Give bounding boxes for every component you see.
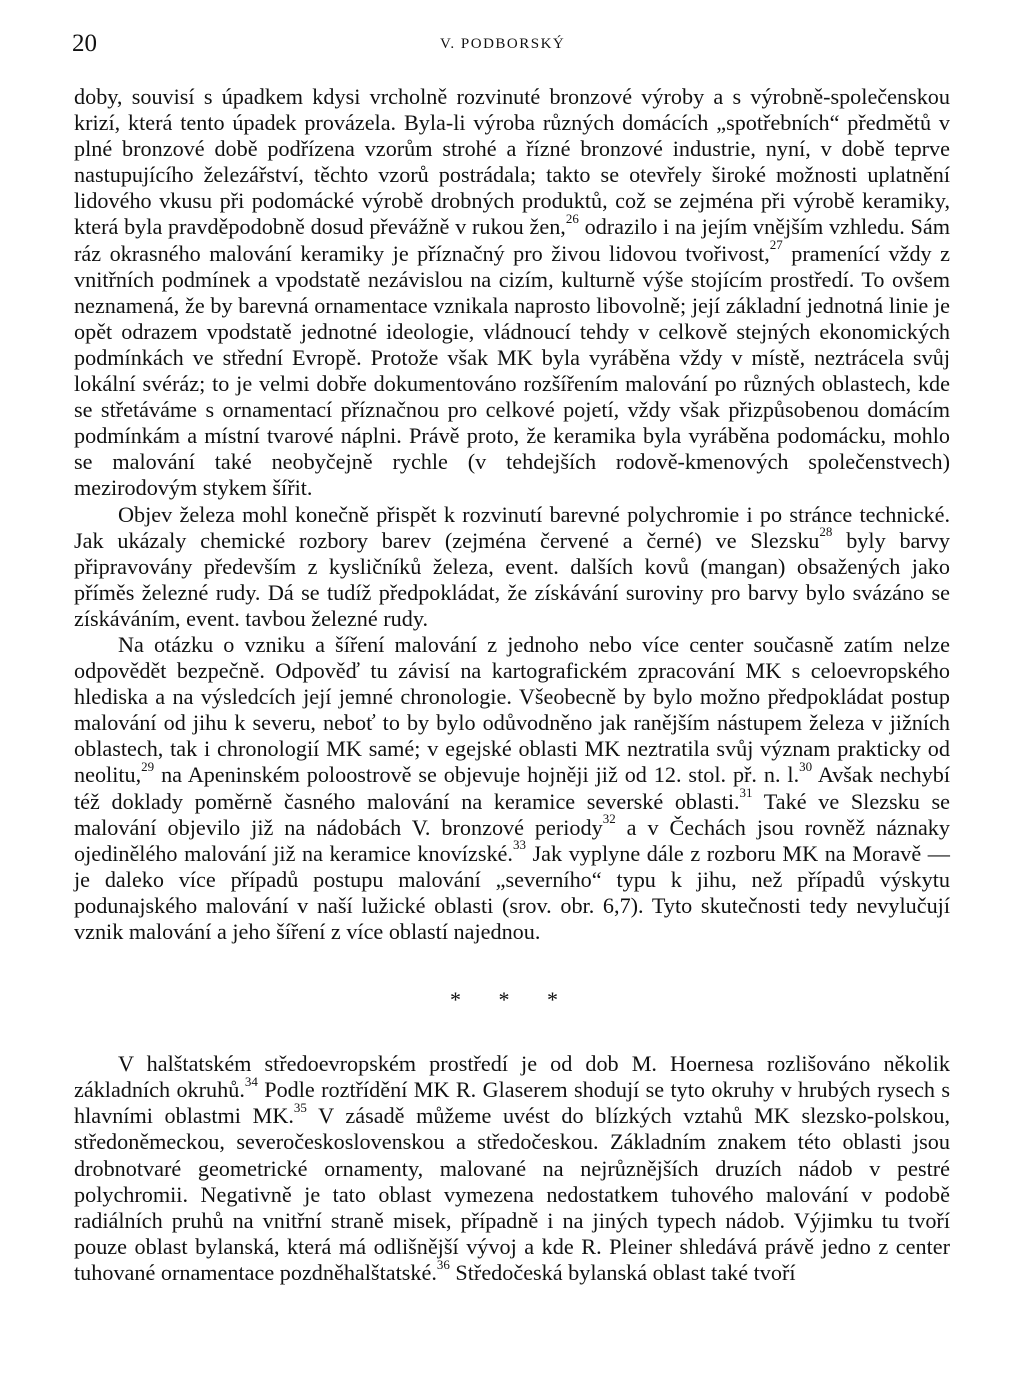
running-head: V. PODBORSKÝ	[440, 36, 566, 52]
body-text	[74, 84, 950, 1286]
footnote-marker: 30	[799, 759, 813, 775]
text-run: Také ve Slezsku se malování objevilo již na nádobách V. bronzové periody	[74, 788, 950, 840]
footnote-marker: 26	[565, 211, 579, 227]
page-number: 20	[72, 30, 97, 57]
text-run: byly barvy připravovány především z kysličníků železa, event. dalších kovů (mangan) obsažených jako příměs železné rudy. Dá se tudíž předpokládat, že získávání suroviny pro barvy bylo svázáno se získáváním, event. tavbou železné rudy.	[74, 527, 950, 631]
paragraph	[74, 502, 950, 632]
footnote-marker: 28	[819, 524, 833, 540]
section-break-asterism: * * *	[450, 987, 574, 1013]
footnote-marker: 29	[141, 759, 155, 775]
paragraph	[74, 84, 950, 502]
text-run: na Apeninském poloostrově se objevuje hojněji již od 12. stol. př. n. l.	[154, 762, 800, 788]
text-run: doby, souvisí s úpadkem kdysi vrcholně rozvinuté bronzové výroby a s výrobně-společenskou krizí, která tento úpadek provázela. Byla-li výroba různých domácích „spotřebních“ předmětů v plné bronzové době podřízena vzorům strohé a řízné bronzové industrie, nyní, v době teprve nastupujícího železářství, těchto vzorů postrádala; takto se otevřely široké možnosti uplatnění lidového vkusu při podomácké výrobě drobných produktů, což se zejména při výrobě keramiky, která byla pravděpodobně dosud převážně v rukou žen,	[74, 84, 950, 240]
text-run: a v Čechách jsou rovněž náznaky ojedinělého malování již na keramice knovízské.	[74, 814, 950, 866]
text-run: odrazilo i na jejím vnějším vzhledu. Sám ráz okrasného malování keramiky je příznačný pro živou lidovou tvořivost,	[74, 214, 950, 266]
text-run: V halštatském středoevropském prostředí je od dob M. Hoernesa rozlišováno několik základních okruhů.	[74, 1051, 950, 1103]
paragraph	[74, 1051, 950, 1286]
footnote-marker: 27	[769, 237, 783, 253]
footnote-marker: 33	[512, 837, 526, 853]
footnote-marker: 36	[436, 1256, 450, 1272]
text-run: pramenící vždy z vnitřních podmínek a vpodstatě nezávislou na cizím, kulturně výše stojícím prostředí. To ovšem neznamená, že by barevná ornamentace vznikala naprosto libovolně; její základní jednotná linie je opět odrazem vpodstatě jednotné ideologie, vládnoucí tehdy v celkově stejných ekonomických podmínkách ve střední Evropě. Protože však MK byla vyráběna vždy v místě, neztrácela svůj lokální svéráz; to je velmi dobře dokumentováno rozšířením malování po různých oblastech, kde se střetáváme s ornamentací příznačnou pro celkové pojetí, vždy však přizpůsobenou domácím podmínkám a místní tvarové náplni. Právě proto, že keramika byla vyráběna podomácku, mohlo se malování také neobyčejně rychle (v tehdejších rodově-kmenových společenstvech) mezirodovým stykem šířit.	[74, 240, 951, 501]
text-run: Podle roztřídění MK R. Glaserem shodují se tyto okruhy v hrubých rysech s hlavními oblastmi MK.	[74, 1077, 951, 1129]
text-run: Jak vyplyne dále z rozboru MK na Moravě — je daleko více případů postupu malování „severního“ typu k jihu, než případů výskytu podunajského malování v naší lužické oblasti (srov. obr. 6,7). Tyto skutečnosti tedy nevylučují vznik malování a jeho šíření z více oblastí najednou.	[74, 840, 950, 944]
text-run: Avšak nechybí též doklady poměrně časného malování na keramice severské oblasti.	[74, 762, 951, 814]
footnote-marker: 35	[293, 1099, 307, 1115]
footnote-marker: 34	[244, 1073, 258, 1089]
text-run: Na otázku o vzniku a šíření malování z jednoho nebo více center současně zatím nelze odpovědět bezpečně. Odpověď tu závisí na kartografickém zpracování MK s celoevropského hlediska a na výsledcích její jemné chronologie. Všeobecně by bylo možno předpokládat postup malování od jihu k severu, neboť to by bylo odůvodněno jak ranějším nástupem železa v jižních oblastech, tak i chronologií MK samé; v egejské oblasti MK neztratila svůj význam prakticky od neolitu,	[74, 631, 950, 788]
text-run: V zásadě můžeme uvést do blízkých vztahů MK slezsko-polskou, středoněmeckou, severočeskoslovenskou a středočeskou. Základním znakem této oblasti jsou drobnotvaré geometrické ornamenty, malované na nejrůznějších druzích nádob v pestré polychromii. Negativně je tato oblast vymezena nedostatkem tuhového malování v podobě radiálních pruhů na vnitřní straně misek, případně i na jiných typech nádob. Výjimku tu tvoří pouze oblast bylanská, která má odlišnější vývoj a kde R. Pleiner shledává právě jedno z center tuhované ornamentace pozdněhalštatské.	[74, 1103, 950, 1285]
text-run: Středočeská bylanská oblast také tvoří	[449, 1259, 796, 1285]
footnote-marker: 31	[739, 785, 753, 801]
text-run: Objev železa mohl konečně přispět k rozvinutí barevné polychromie i po stránce technické. Jak ukázaly chemické rozbory barev (zejména červené a černé) ve Slezsku	[74, 501, 950, 553]
paragraph	[74, 632, 950, 945]
footnote-marker: 32	[602, 811, 616, 827]
